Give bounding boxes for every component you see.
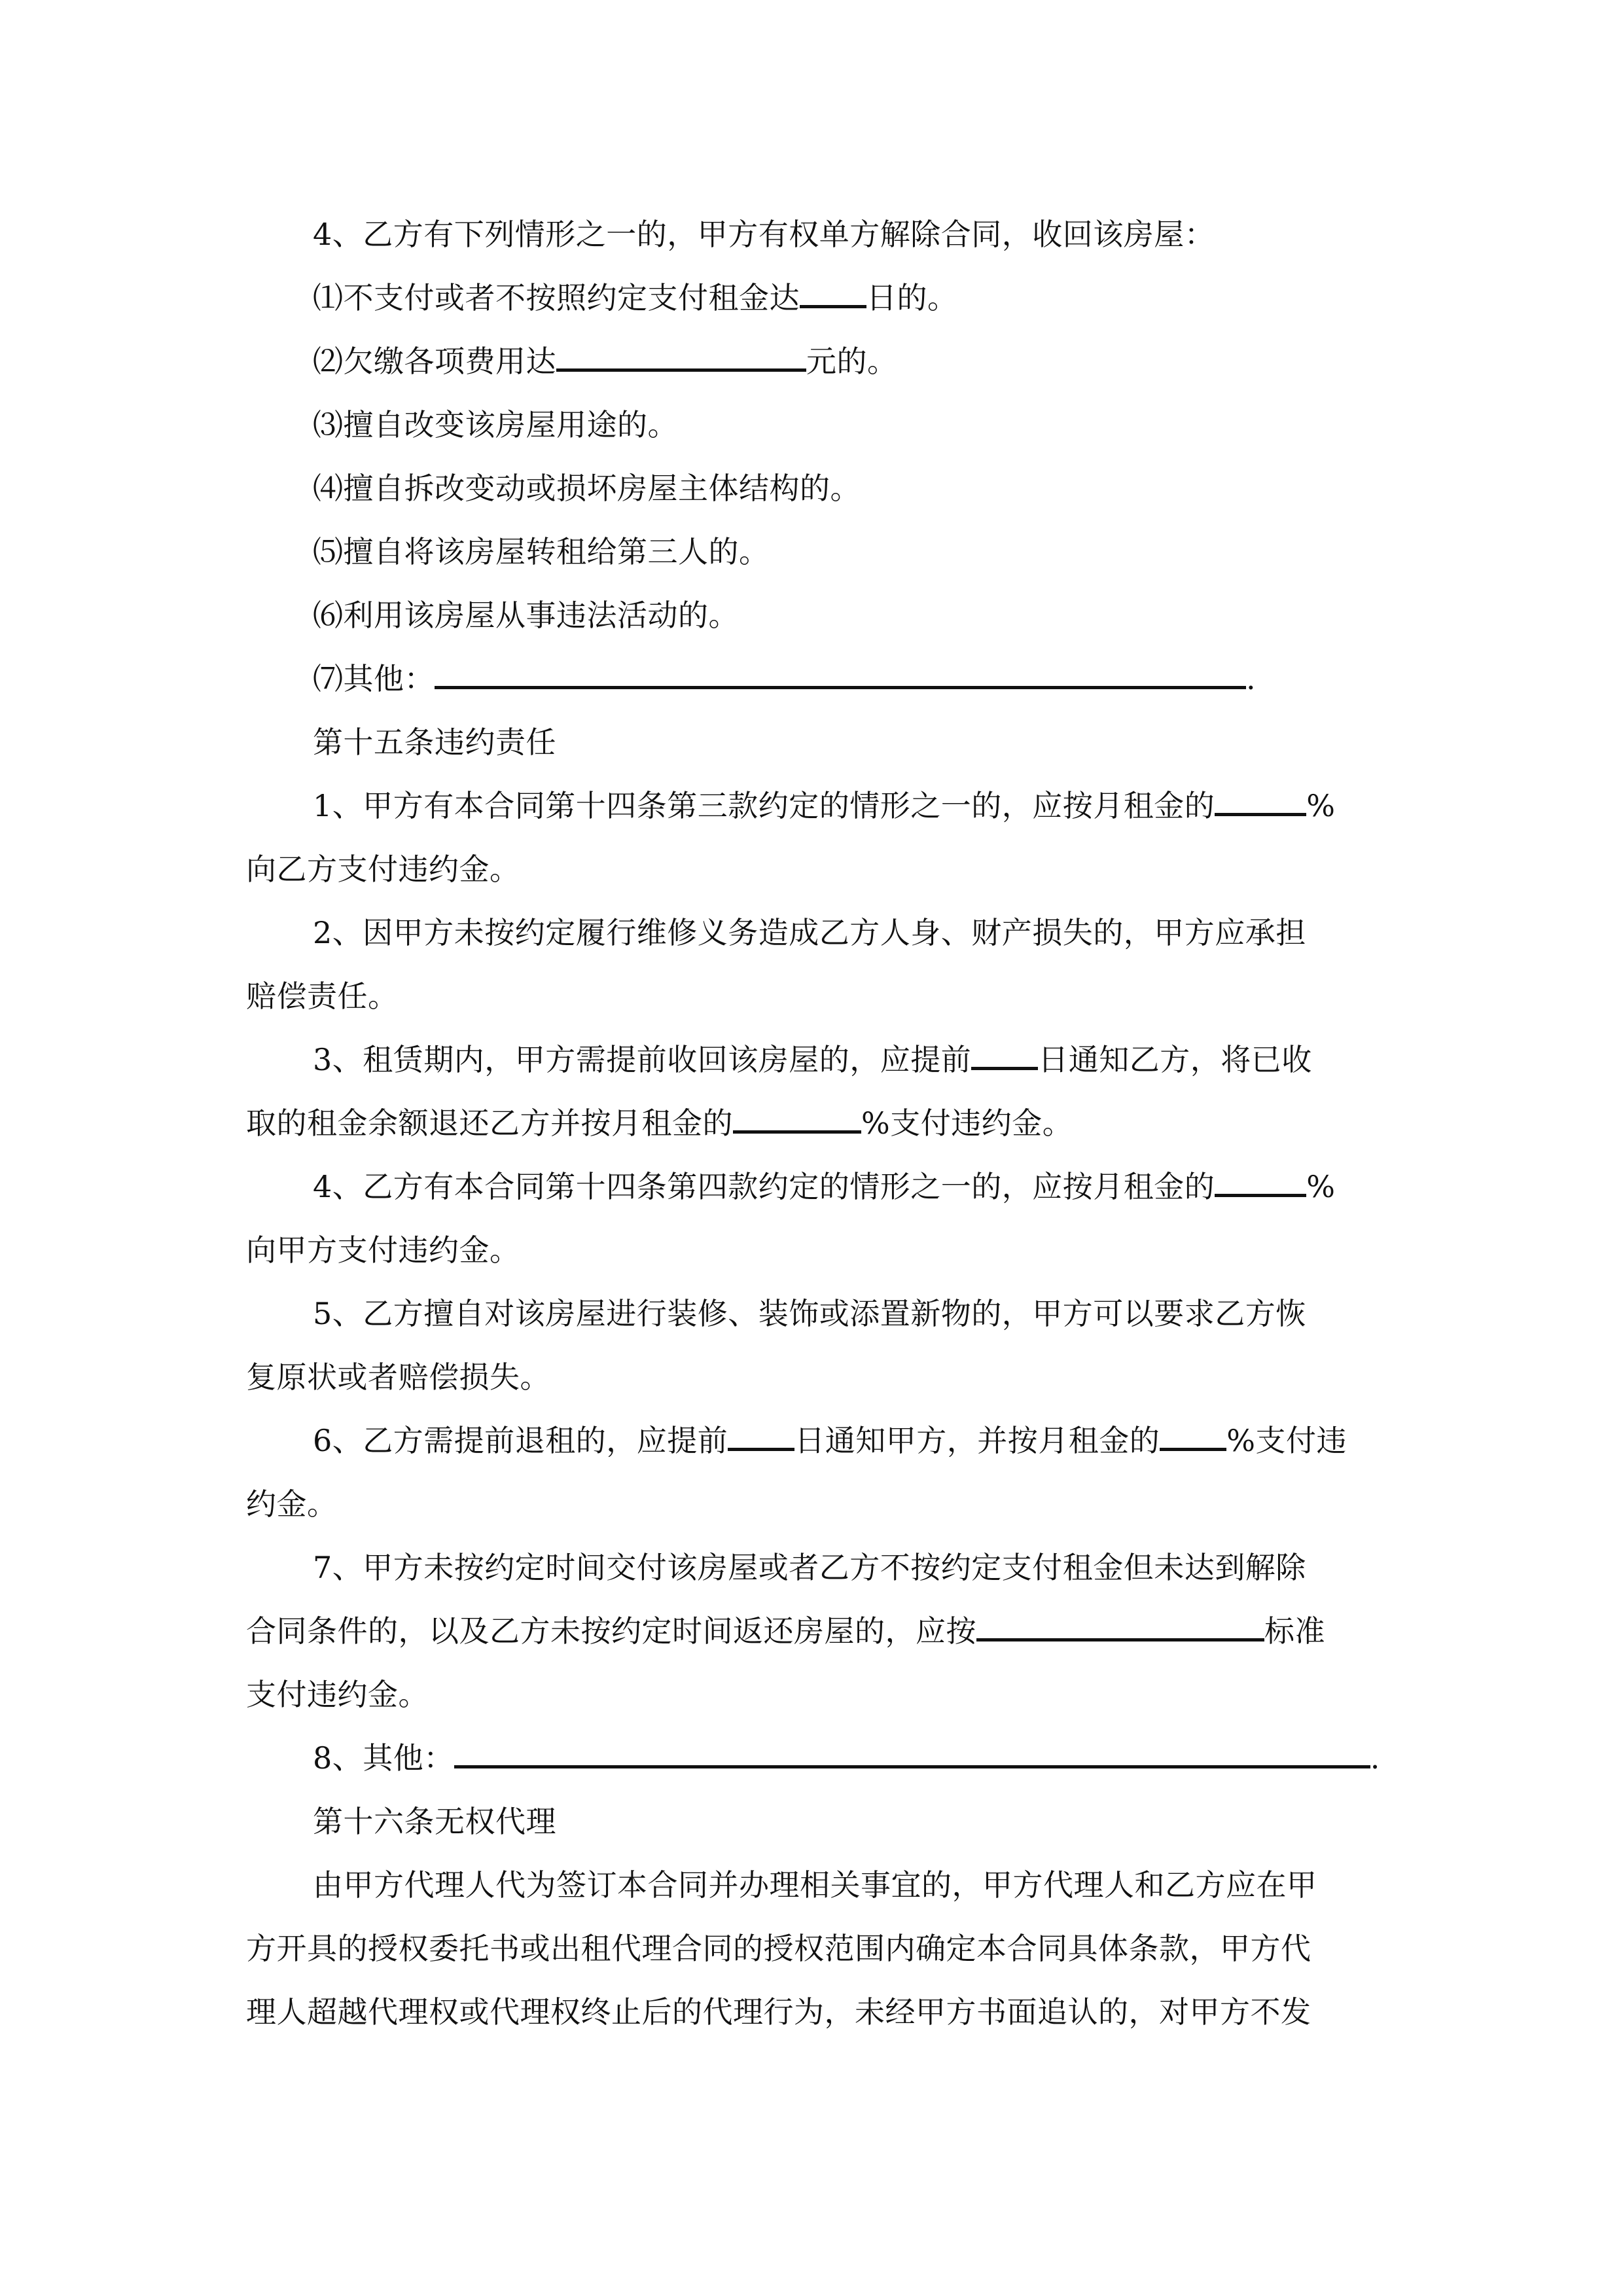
liability-item-6-cont	[246, 1473, 1391, 1536]
text-run: 复原状或者赔偿损失。	[246, 1359, 550, 1395]
termination-case-1	[246, 266, 1391, 330]
fill-blank-percent[interactable]	[1215, 1168, 1306, 1197]
termination-case-4	[246, 457, 1391, 520]
text-run: 日通知乙方，将已收	[1038, 1042, 1312, 1077]
text-run: 标准	[1264, 1613, 1325, 1649]
text-run: ⑶擅自改变该房屋用途的。	[313, 407, 678, 442]
text-run: ⑷擅自拆改变动或损坏房屋主体结构的。	[313, 471, 861, 506]
text-run: ⑹利用该房屋从事违法活动的。	[313, 598, 739, 633]
termination-case-6	[246, 584, 1391, 647]
agency-paragraph-cont	[246, 1917, 1391, 1981]
text-run: ⑵欠缴各项费用达	[313, 344, 556, 379]
text-run: 约金。	[246, 1486, 338, 1522]
text-run: 取的租金余额退还乙方并按月租金的	[246, 1105, 733, 1141]
clause-16-heading	[246, 1790, 1391, 1854]
text-run: %支付违约金。	[861, 1105, 1073, 1141]
text-run: 第十五条违约责任	[313, 725, 556, 760]
text-run: 赔偿责任。	[246, 978, 399, 1014]
text-run: %	[1306, 788, 1336, 823]
fill-blank-amount[interactable]	[556, 342, 806, 372]
text-run: 向甲方支付违约金。	[246, 1232, 520, 1268]
text-run: 8、其他：	[313, 1740, 454, 1776]
text-run: 向乙方支付违约金。	[246, 852, 520, 887]
fill-blank-standard[interactable]	[976, 1612, 1264, 1641]
text-run: 日通知甲方，并按月租金的	[794, 1423, 1160, 1458]
text-run: 1、甲方有本合同第十四条第三款约定的情形之一的，应按月租金的	[313, 788, 1215, 823]
text-run: 由甲方代理人代为签订本合同并办理相关事宜的，甲方代理人和乙方应在甲	[313, 1867, 1317, 1903]
liability-item-1	[246, 774, 1391, 838]
text-run: 理人超越代理权或代理权终止后的代理行为，未经甲方书面追认的，对甲方不发	[246, 1994, 1311, 2030]
text-run: %	[1306, 1169, 1336, 1204]
fill-blank-days[interactable]	[971, 1041, 1038, 1070]
text-run: 5、乙方擅自对该房屋进行装修、装饰或添置新物的，甲方可以要求乙方恢	[313, 1296, 1306, 1331]
text-run: 7、甲方未按约定时间交付该房屋或者乙方不按约定支付租金但未达到解除	[313, 1550, 1306, 1585]
text-run: 元的。	[806, 344, 898, 379]
text-run: 2、因甲方未按约定履行维修义务造成乙方人身、财产损失的，甲方应承担	[313, 915, 1306, 950]
liability-item-7	[246, 1536, 1391, 1600]
clause-15-heading	[246, 711, 1391, 774]
liability-item-8	[246, 1727, 1391, 1790]
termination-case-5	[246, 520, 1391, 584]
fill-blank-other[interactable]	[454, 1739, 1370, 1768]
liability-item-6	[246, 1409, 1391, 1473]
text-run: 合同条件的，以及乙方未按约定时间返还房屋的，应按	[246, 1613, 976, 1649]
fill-blank-percent[interactable]	[733, 1104, 861, 1134]
termination-case-2	[246, 330, 1391, 393]
termination-case-3	[246, 393, 1391, 457]
text-run: ⑸擅自将该房屋转租给第三人的。	[313, 534, 770, 569]
fill-blank-percent[interactable]	[1215, 787, 1306, 816]
liability-item-4	[246, 1155, 1391, 1219]
text-run: ⑴不支付或者不按照约定支付租金达	[313, 280, 800, 315]
text-run: 3、租赁期内，甲方需提前收回该房屋的，应提前	[313, 1042, 972, 1077]
liability-item-3-cont	[246, 1092, 1391, 1155]
fill-blank-days[interactable]	[800, 279, 866, 308]
liability-item-7-cont2	[246, 1663, 1391, 1727]
text-run: 日的。	[866, 280, 958, 315]
text-run: 4、乙方有下列情形之一的，甲方有权单方解除合同，收回该房屋：	[313, 217, 1215, 252]
text-run: 4、乙方有本合同第十四条第四款约定的情形之一的，应按月租金的	[313, 1169, 1215, 1204]
clause-14-item-4	[246, 203, 1391, 266]
contract-text	[246, 203, 1391, 2044]
liability-item-5-cont	[246, 1346, 1391, 1409]
text-run: .	[1370, 1740, 1380, 1776]
text-run: 第十六条无权代理	[313, 1804, 556, 1839]
agency-paragraph-cont2	[246, 1981, 1391, 2044]
liability-item-3	[246, 1028, 1391, 1092]
text-run: ⑺其他：	[313, 661, 435, 696]
fill-blank-percent[interactable]	[1160, 1422, 1226, 1451]
text-run: .	[1246, 661, 1257, 696]
text-run: %支付违	[1226, 1423, 1347, 1458]
liability-item-4-cont	[246, 1219, 1391, 1282]
fill-blank-days[interactable]	[728, 1422, 794, 1451]
text-run: 方开具的授权委托书或出租代理合同的授权范围内确定本合同具体条款，甲方代	[246, 1931, 1311, 1966]
liability-item-2-cont	[246, 965, 1391, 1028]
text-run: 支付违约金。	[246, 1677, 429, 1712]
fill-blank-other[interactable]	[435, 660, 1246, 689]
liability-item-1-cont	[246, 838, 1391, 901]
agency-paragraph	[246, 1854, 1391, 1917]
termination-case-7	[246, 647, 1391, 711]
liability-item-7-cont	[246, 1600, 1391, 1663]
liability-item-5	[246, 1282, 1391, 1346]
text-run: 6、乙方需提前退租的，应提前	[313, 1423, 728, 1458]
liability-item-2	[246, 901, 1391, 965]
